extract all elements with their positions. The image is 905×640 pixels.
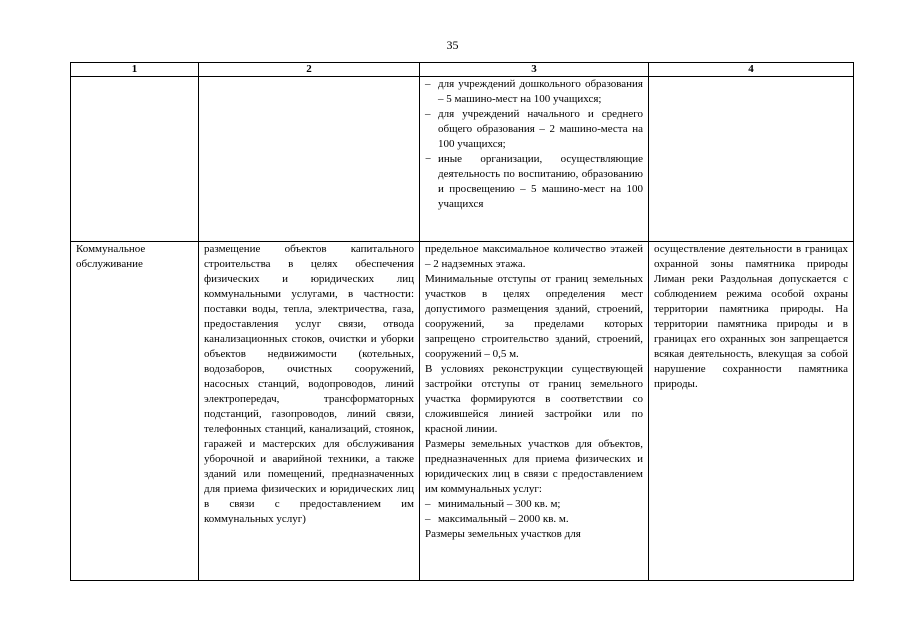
row1-use-type xyxy=(71,77,199,242)
table-row xyxy=(71,242,854,581)
header-row xyxy=(71,63,854,77)
row2-description: размещение объектов капитального строительства в целях обеспечения физических и юридических лиц коммунальными услугами, в частности: поставки воды, тепла, электричества, газа, предоставления услуг связи, отвода канализационных стоков, очистки и уборки объектов недвижимости (котельных, водозаборов, очистных сооружений, насосных станций, водопроводов, линий электропередач, трансформаторных подстанций, газопроводов, линий связи, телефонных станций, канализаций, стоянок, гаражей и мастерских для обслуживания уборочной и аварийной техники, а также зданий или помещений, предназначенных для приема физических и юридических лиц в связи с предоставлением им коммунальных услуг) xyxy=(199,242,420,581)
list-item: – для учреждений дошкольного образования – 5 машино-мест на 100 учащихся; xyxy=(425,78,643,105)
column-header-1: 1 xyxy=(71,63,199,77)
zoning-table xyxy=(70,62,854,581)
parking-norms-list xyxy=(425,77,643,212)
setbacks-text: Минимальные отступы от границ земельных участков в целях определения мест допустимого размещения зданий, строений, сооружений, за пределами которых запрещено строительство зданий, строений, сооружений – 0,5 м. xyxy=(425,273,643,360)
row2-parameters xyxy=(420,242,649,581)
row2-use-type: Коммунальное обслуживание xyxy=(71,242,199,581)
row1-restrictions xyxy=(649,77,854,242)
page-number: 35 xyxy=(446,38,459,52)
dash-marker: − xyxy=(425,153,432,165)
table-row xyxy=(71,77,854,242)
plot-size-continued-text: Размеры земельных участков для xyxy=(425,528,581,540)
list-item: – для учреждений начального и среднего общего образования – 2 машино-места на 100 учащихся; xyxy=(425,108,643,150)
reconstruction-text: В условиях реконструкции существующей застройки отступы от границ земельного участка формируются в соответствии со сложившейся линией застройки или по красной линии. xyxy=(425,363,643,435)
dash-marker: – xyxy=(425,513,431,525)
dash-marker: – xyxy=(425,78,431,90)
plot-size-list xyxy=(425,497,643,527)
column-header-3: 3 xyxy=(420,63,649,77)
row1-description xyxy=(199,77,420,242)
row2-restrictions: осуществление деятельности в границах охранной зоны памятника природы Лиман реки Раздольная допускается с соблюдением режима особой охраны территории памятника природы. На территории памятника природы и в границах его охранных зон запрещается всякая деятельность, влекущая за собой нарушение сохранности памятника природы. xyxy=(649,242,854,581)
dash-marker: – xyxy=(425,498,431,510)
list-item: − иные организации, осуществляющие деятельность по воспитанию, образованию и просвещению – 5 машино-мест на 100 учащихся xyxy=(425,153,643,210)
plot-size-text: Размеры земельных участков для объектов, предназначенных для приема физических и юридических лиц в связи с предоставлением им коммунальных услуг: xyxy=(425,438,643,495)
list-item: – максимальный – 2000 кв. м. xyxy=(425,513,569,525)
max-floors-text: предельное максимальное количество этажей – 2 надземных этажа. xyxy=(425,243,643,270)
row1-parameters xyxy=(420,77,649,242)
column-header-4: 4 xyxy=(649,63,854,77)
dash-marker: – xyxy=(425,108,431,120)
column-header-2: 2 xyxy=(199,63,420,77)
list-item: – минимальный – 300 кв. м; xyxy=(425,498,561,510)
